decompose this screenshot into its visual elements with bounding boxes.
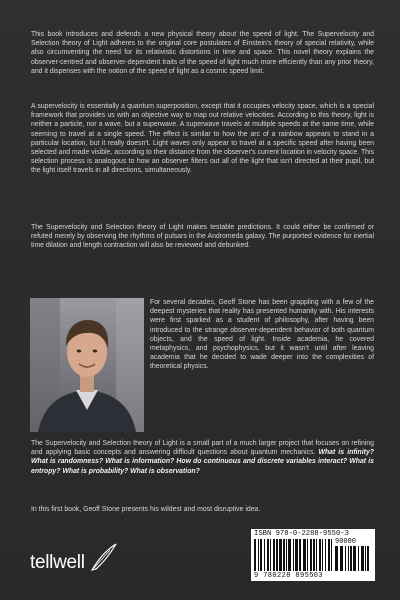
publisher-name: tellwell	[30, 552, 85, 573]
publisher-logo	[30, 540, 120, 580]
description-paragraph-1: This book introduces and defends a new physical theory about the speed of light. The Supervelocity and Selection theory of Light adheres to the original core postulates of Einstein's theory of special relativity, while also circumventing the need for its relativistic distortions in time and space. This novel theory explains the observer-centred and observer-dependent traits of the speed of light much more efficiently than any prior theory, and it dispenses with the notion of the speed of light as a cosmic speed limit.	[31, 31, 374, 75]
ean-digits: 9 780228 895503	[254, 572, 324, 580]
ean-bars	[254, 539, 332, 571]
author-bio: For several decades, Geoff Stone has been grappling with a few of the deepest mysteries that reality has presented humanity with. His interests were first sparked as a student of philosophy, after having been introduced to the strange observer-dependent behavior of both quantum objects, and the speed of light. Inside academia, he covered metaphysics, and psychophysics, but it wasn't until after leaving academia that he decided to wade deeper into the complexities of theoretical physics.	[150, 299, 374, 371]
addon-bars	[335, 546, 369, 571]
isbn-barcode	[251, 529, 375, 581]
project-text: The Supervelocity and Selection theory of Light is a small part of a much larger project that focuses on refining and applying basic concepts and answering difficult questions about quantum mechanics.	[31, 440, 374, 457]
price-code: 90000	[335, 538, 357, 546]
closing-line: In this first book, Geoff Stone presents his wildest and most disruptive idea.	[31, 506, 261, 513]
description-paragraph-2: A supervelocity is essentially a quantum superposition, except that it occupies velocity space, which is a special framework that provides us with an objective way to map out relative velocities. According to this theory, light is neither a particle, nor a wave, but a superwave. A superwave travels at multiple speeds at the same time, while seeming to travel at a single speed. The effect is similar to how the arc of a rainbow appears to stand in a particular location, but it really doesn't. Light waves only appear to travel at a specific speed after having been selected and made visible, according to their distance from the observer's current location in velocity space. This selection process is analogous to how an observer filters out all of the light that isn't directed at their pupil, but the light itself travels in all directions, simultaneously.	[31, 103, 374, 175]
author-photo	[30, 298, 144, 432]
project-paragraph	[31, 439, 374, 476]
description-paragraph-3: The Supervelocity and Selection theory of Light makes testable predictions. It could either be confirmed or refuted merely by observing the rhythms of pulsars in the Andromeda galaxy. The purported evidence for inertial time dilation and length contraction will also be reviewed and debunked.	[31, 224, 374, 250]
quill-icon	[30, 540, 120, 580]
isbn-number: ISBN 978-0-2288-9550-3	[254, 530, 349, 538]
questions-text: What is infinity? What is randomness? What is information? How do continuous and discrete variables interact? What is entropy? What is probability? What is observation?	[31, 449, 374, 475]
